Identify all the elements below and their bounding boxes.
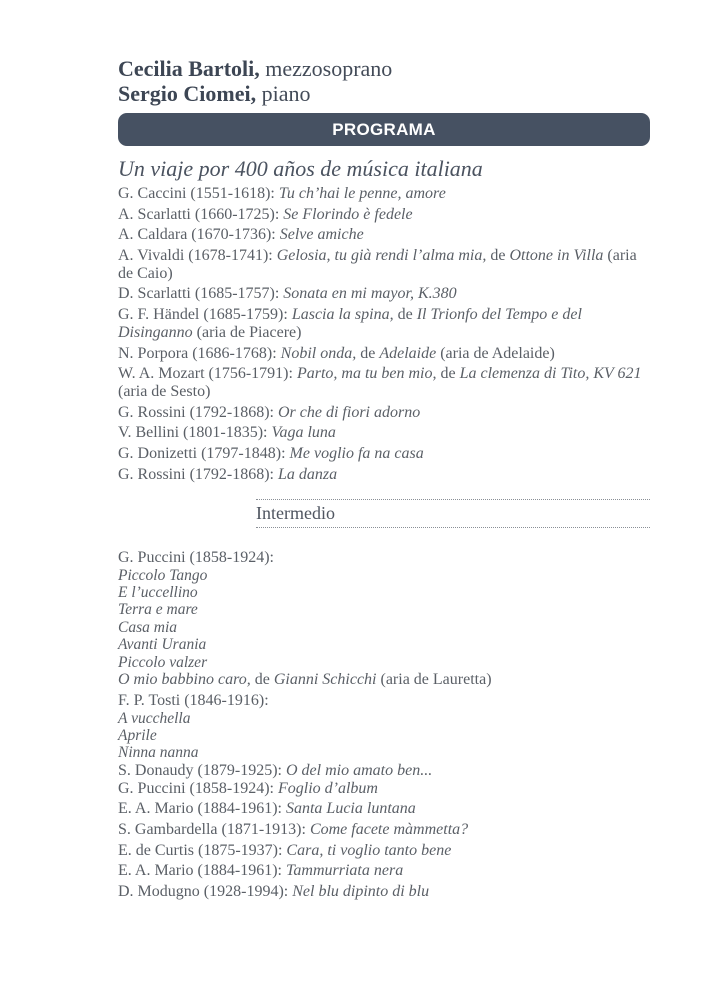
opera-title: La clemenza di Tito, KV 621 bbox=[459, 365, 642, 383]
connector: de bbox=[250, 670, 274, 688]
work-title: Foglio d’album bbox=[277, 779, 378, 797]
program-item bbox=[118, 671, 650, 689]
piece-title: Piccolo Tango bbox=[118, 566, 208, 584]
work-title: Me voglio fa na casa bbox=[289, 444, 424, 462]
performer-role: mezzosoprano bbox=[259, 56, 393, 81]
composer: E. de Curtis (1875-1937): bbox=[118, 841, 287, 859]
piece-title: Casa mia bbox=[118, 618, 177, 636]
aria-note: (aria de Piacere) bbox=[192, 323, 302, 341]
opera-title: Adelaide bbox=[379, 344, 437, 362]
program-item bbox=[118, 285, 650, 303]
piece-title: Ninna nanna bbox=[118, 744, 199, 762]
performer-name: Sergio Ciomei, bbox=[118, 81, 257, 106]
work-title: Tammurriata nera bbox=[285, 862, 404, 880]
work-title: Come facete màmmetta? bbox=[309, 820, 469, 838]
piece-title: Piccolo valzer bbox=[118, 653, 208, 671]
program-item bbox=[118, 206, 650, 224]
composer: A. Caldara (1670-1736): bbox=[118, 226, 280, 244]
aria-note: (aria de Caio) bbox=[118, 246, 637, 282]
work-title: Nel blu dipinto di blu bbox=[292, 882, 430, 900]
opera-title: Gianni Schicchi bbox=[273, 670, 377, 688]
composer: W. A. Mozart (1756-1791): bbox=[118, 365, 297, 383]
work-title: Lascia la spina, bbox=[291, 305, 394, 323]
composer: G. Puccini (1858-1924): bbox=[118, 779, 278, 797]
program-item bbox=[118, 247, 650, 283]
work-title: La danza bbox=[278, 465, 338, 483]
program-item bbox=[118, 800, 650, 818]
work-title: Sonata en mi mayor, K.380 bbox=[283, 285, 457, 303]
aria-note: (aria de Sesto) bbox=[118, 383, 211, 401]
composer: S. Donaudy (1879-1925): bbox=[118, 761, 286, 779]
work-title: Nobil onda, bbox=[280, 344, 357, 362]
piece-title: Avanti Urania bbox=[118, 636, 207, 654]
part-one-list bbox=[118, 185, 650, 484]
composer: G. Caccini (1551-1618): bbox=[118, 185, 279, 202]
performer-name: Cecilia Bartoli, bbox=[118, 56, 260, 81]
program-item bbox=[118, 821, 650, 839]
connector: de bbox=[356, 344, 380, 362]
composer: A. Scarlatti (1660-1725): bbox=[118, 205, 284, 223]
performer-line bbox=[118, 56, 650, 81]
piece-title: Terra e mare bbox=[118, 601, 198, 619]
program-item bbox=[118, 445, 650, 463]
part-two-list bbox=[118, 549, 650, 901]
program-subtitle: Un viaje por 400 años de música italiana bbox=[118, 156, 483, 181]
program-item bbox=[118, 345, 650, 363]
composer: D. Scarlatti (1685-1757): bbox=[118, 285, 284, 303]
work-title: Santa Lucia luntana bbox=[285, 800, 416, 818]
opera-title: Il Trionfo del Tempo e del Disinganno bbox=[118, 305, 582, 341]
program-item bbox=[118, 306, 650, 342]
work-title: Parto, ma tu ben mio, bbox=[296, 365, 437, 383]
program-item bbox=[118, 404, 650, 422]
intermission-divider: Intermedio bbox=[256, 499, 650, 528]
aria-note: (aria de Lauretta) bbox=[376, 670, 492, 688]
composer-heading: G. Puccini (1858-1924): bbox=[118, 548, 274, 566]
work-title: Cara, ti voglio tanto bene bbox=[286, 841, 452, 859]
work-title: O mio babbino caro, bbox=[118, 670, 251, 688]
composer: G. Rossini (1792-1868): bbox=[118, 403, 278, 421]
work-title: Selve amiche bbox=[279, 226, 364, 244]
program-item bbox=[118, 842, 650, 860]
composer: A. Vivaldi (1678-1741): bbox=[118, 246, 277, 264]
program-page bbox=[118, 56, 650, 903]
composer: G. Rossini (1792-1868): bbox=[118, 465, 278, 483]
program-item bbox=[118, 466, 650, 484]
work-title: Vaga luna bbox=[271, 424, 336, 442]
composer: S. Gambardella (1871-1913): bbox=[118, 820, 310, 838]
program-item bbox=[118, 365, 650, 401]
work-title: Tu ch’hai le penne, amore bbox=[278, 185, 446, 202]
work-title: Se Florindo è fedele bbox=[283, 205, 413, 223]
composer: G. Donizetti (1797-1848): bbox=[118, 444, 290, 462]
composer: G. F. Händel (1685-1759): bbox=[118, 305, 292, 323]
composer: D. Modugno (1928-1994): bbox=[118, 882, 293, 900]
program-item bbox=[118, 780, 650, 798]
program-item bbox=[118, 424, 650, 442]
work-title: Or che di fiori adorno bbox=[278, 403, 421, 421]
performer-line bbox=[118, 81, 650, 106]
program-item bbox=[118, 185, 650, 203]
composer: V. Bellini (1801-1835): bbox=[118, 424, 272, 442]
aria-note: (aria de Adelaide) bbox=[436, 344, 555, 362]
program-item bbox=[118, 862, 650, 880]
program-item bbox=[118, 226, 650, 244]
connector: de bbox=[393, 305, 417, 323]
composer: N. Porpora (1686-1768): bbox=[118, 344, 281, 362]
connector: de bbox=[436, 365, 460, 383]
program-item bbox=[118, 883, 650, 901]
piece-title: Aprile bbox=[118, 726, 157, 744]
opera-title: Ottone in Villa bbox=[509, 246, 604, 264]
work-title: O del mio amato ben... bbox=[285, 761, 433, 779]
work-title: Gelosia, tu già rendi l’alma mia, bbox=[276, 246, 487, 264]
program-banner: PROGRAMA bbox=[118, 113, 650, 146]
program-item bbox=[118, 762, 650, 780]
composer: E. A. Mario (1884-1961): bbox=[118, 800, 286, 818]
piece-title: A vucchella bbox=[118, 709, 191, 727]
performer-role: piano bbox=[256, 81, 311, 106]
piece-title: E l’uccellino bbox=[118, 583, 198, 601]
connector: de bbox=[486, 246, 510, 264]
composer-heading: F. P. Tosti (1846-1916): bbox=[118, 691, 269, 709]
composer: E. A. Mario (1884-1961): bbox=[118, 862, 286, 880]
